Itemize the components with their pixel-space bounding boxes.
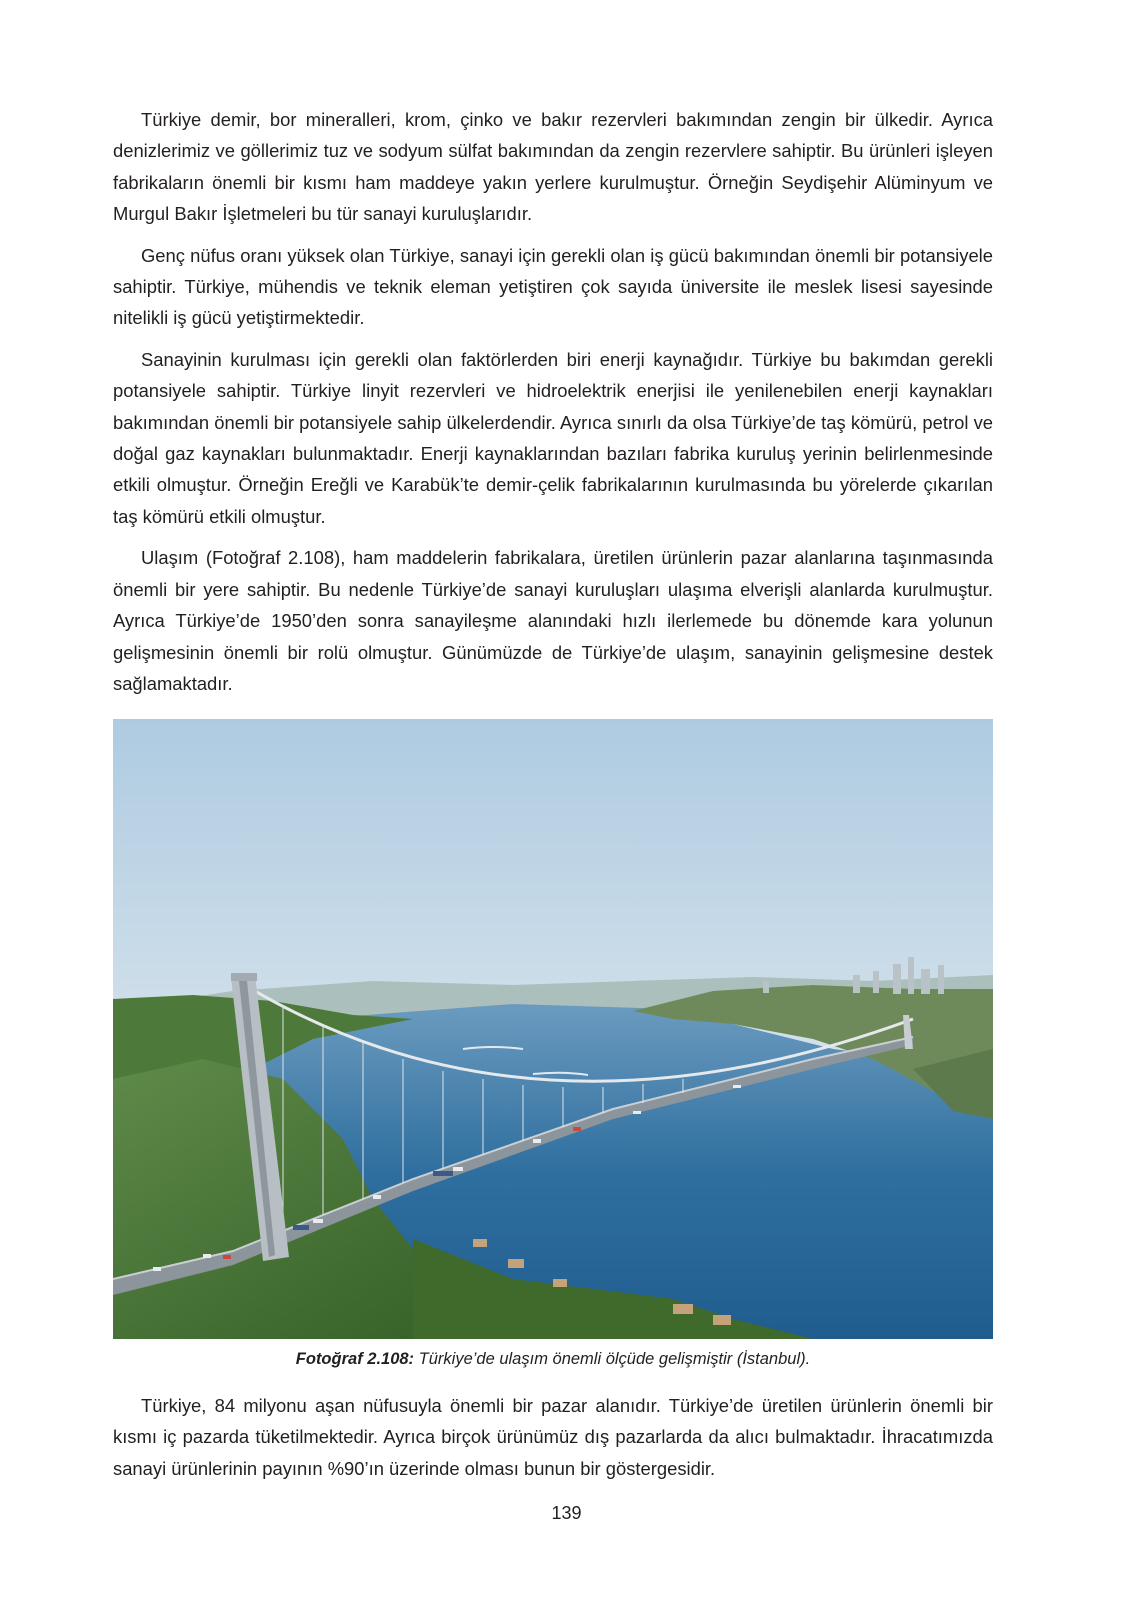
bosphorus-bridge-photo: [113, 719, 993, 1339]
paragraph-transport: Ulaşım (Fotoğraf 2.108), ham maddelerin fabrikalara, üretilen ürünlerin pazar alanlarına taşınmasında önemli bir yere sahiptir. Bu nedenle Türkiye’de sanayi kuruluşları ulaşıma elverişli alanlarda kurulmuştur. Ayrıca Türkiye’de 1950’den sonra sanayileşme alanındaki hızlı ilerlemede bu dönemde kara yolunun gelişmesinin önemli bir rolü olmuştur. Günümüzde de Türkiye’de ulaşım, sanayinin gelişmesine destek sağlamaktadır.: [113, 547, 993, 694]
bridge-illustration: [113, 719, 993, 1339]
paragraph-resources: Türkiye demir, bor mineralleri, krom, çinko ve bakır rezervleri bakımından zengin bir ülkedir. Ayrıca denizlerimiz ve göllerimiz tuz ve sodyum sülfat bakımından da zengin rezervlere sahiptir. Bu ürünleri işleyen fabrikaların önemli bir kısmı ham maddeye yakın yerlere kurulmuştur. Örneğin Seydişehir Alüminyum ve Murgul Bakır İşletmeleri bu tür sanayi kuruluşlarıdır.: [113, 109, 993, 225]
page-body-after-photo: [113, 1390, 993, 1494]
page-body: [113, 104, 993, 709]
paragraph-market: Türkiye, 84 milyonu aşan nüfusuyla önemli bir pazar alanıdır. Türkiye’de üretilen ürünlerin önemli bir kısmı iç pazarda tüketilmektedir. Ayrıca birçok ürünümüz dış pazarlarda da alıcı bulmaktadır. İhracatımızda sanayi ürünlerinin payının %90’ın üzerinde olması bunun bir göstergesidir.: [113, 1395, 993, 1479]
caption-label: Fotoğraf 2.108:: [295, 1350, 415, 1368]
paragraph-workforce: Genç nüfus oranı yüksek olan Türkiye, sanayi için gerekli olan iş gücü bakımından önemli bir potansiyele sahiptir. Türkiye, mühendis ve teknik eleman yetiştiren çok sayıda üniversite ile meslek lisesi sayesinde nitelikli iş gücü yetiştirmektedir.: [113, 244, 993, 329]
photo-caption: [113, 1350, 993, 1369]
caption-text: Türkiye’de ulaşım önemli ölçüde gelişmiştir (İstanbul).: [414, 1350, 811, 1368]
paragraph-energy: Sanayinin kurulması için gerekli olan faktörlerden biri enerji kaynağıdır. Türkiye bu bakımdan gerekli potansiyele sahiptir. Türkiye linyit rezervleri ve hidroelektrik enerjisi ile yenilenebilen enerji kaynakları bakımından önemli bir potansiyele sahip ülkelerdendir. Ayrıca sınırlı da olsa Türkiye’de taş kömürü, petrol ve doğal gaz kaynakları bulunmaktadır. Enerji kaynaklarından bazıları fabrika kuruluş yerinin belirlenmesinde etkili olmuştur. Örneğin Ereğli ve Karabük’te demir-çelik fabrikalarının kurulmasında bu yörelerde çıkarılan taş kömürü etkili olmuştur.: [113, 348, 993, 527]
page-number: 139: [551, 1503, 582, 1523]
